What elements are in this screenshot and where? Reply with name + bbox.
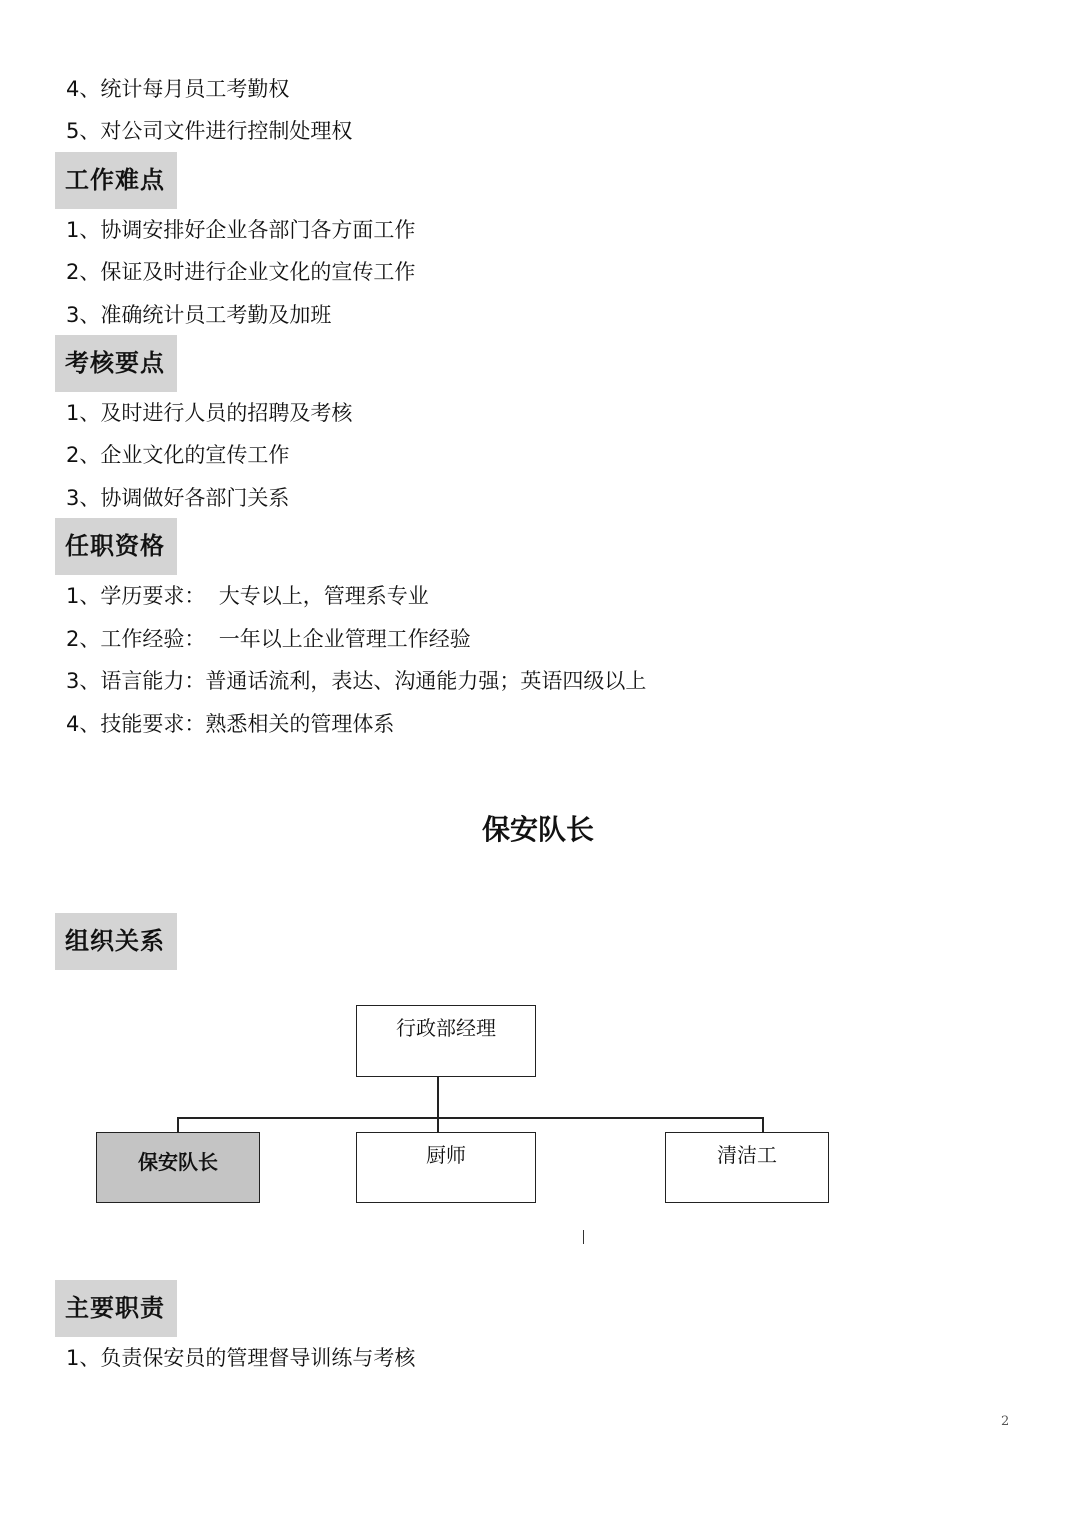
org-connector-vertical-main bbox=[437, 1077, 439, 1132]
difficulties-item-3: 3、准确统计员工考勤及加班 bbox=[66, 303, 332, 327]
org-box-cleaner: 清洁工 bbox=[665, 1132, 829, 1203]
assessment-item-1: 1、及时进行人员的招聘及考核 bbox=[66, 401, 353, 425]
org-box-manager: 行政部经理 bbox=[356, 1005, 536, 1077]
position-title: 保安队长 bbox=[481, 813, 594, 846]
page-number: 2 bbox=[1001, 1414, 1010, 1429]
org-connector-right bbox=[762, 1117, 764, 1132]
duties-heading: 主要职责 bbox=[55, 1280, 177, 1337]
org-heading: 组织关系 bbox=[55, 913, 177, 970]
assessment-item-3: 3、协调做好各部门关系 bbox=[66, 486, 290, 510]
stray-mark bbox=[583, 1230, 584, 1244]
qualifications-item-1: 1、学历要求： 大专以上，管理系专业 bbox=[66, 584, 429, 608]
org-box-security-captain: 保安队长 bbox=[96, 1132, 260, 1203]
rights-item-4: 4、统计每月员工考勤权 bbox=[66, 77, 290, 101]
qualifications-item-4: 4、技能要求：熟悉相关的管理体系 bbox=[66, 712, 395, 736]
qualifications-item-2: 2、工作经验： 一年以上企业管理工作经验 bbox=[66, 627, 471, 651]
difficulties-item-1: 1、协调安排好企业各部门各方面工作 bbox=[66, 218, 416, 242]
org-connector-left bbox=[177, 1117, 179, 1132]
difficulties-item-2: 2、保证及时进行企业文化的宣传工作 bbox=[66, 260, 416, 284]
qualifications-item-3: 3、语言能力：普通话流利，表达、沟通能力强；英语四级以上 bbox=[66, 669, 647, 693]
assessment-heading: 考核要点 bbox=[55, 335, 177, 392]
org-box-chef: 厨师 bbox=[356, 1132, 536, 1203]
difficulties-heading: 工作难点 bbox=[55, 152, 177, 209]
qualifications-heading: 任职资格 bbox=[55, 518, 177, 575]
rights-item-5: 5、对公司文件进行控制处理权 bbox=[66, 119, 353, 143]
org-connector-horizontal bbox=[177, 1117, 764, 1119]
assessment-item-2: 2、企业文化的宣传工作 bbox=[66, 443, 290, 467]
duties-item-1: 1、负责保安员的管理督导训练与考核 bbox=[66, 1346, 416, 1370]
